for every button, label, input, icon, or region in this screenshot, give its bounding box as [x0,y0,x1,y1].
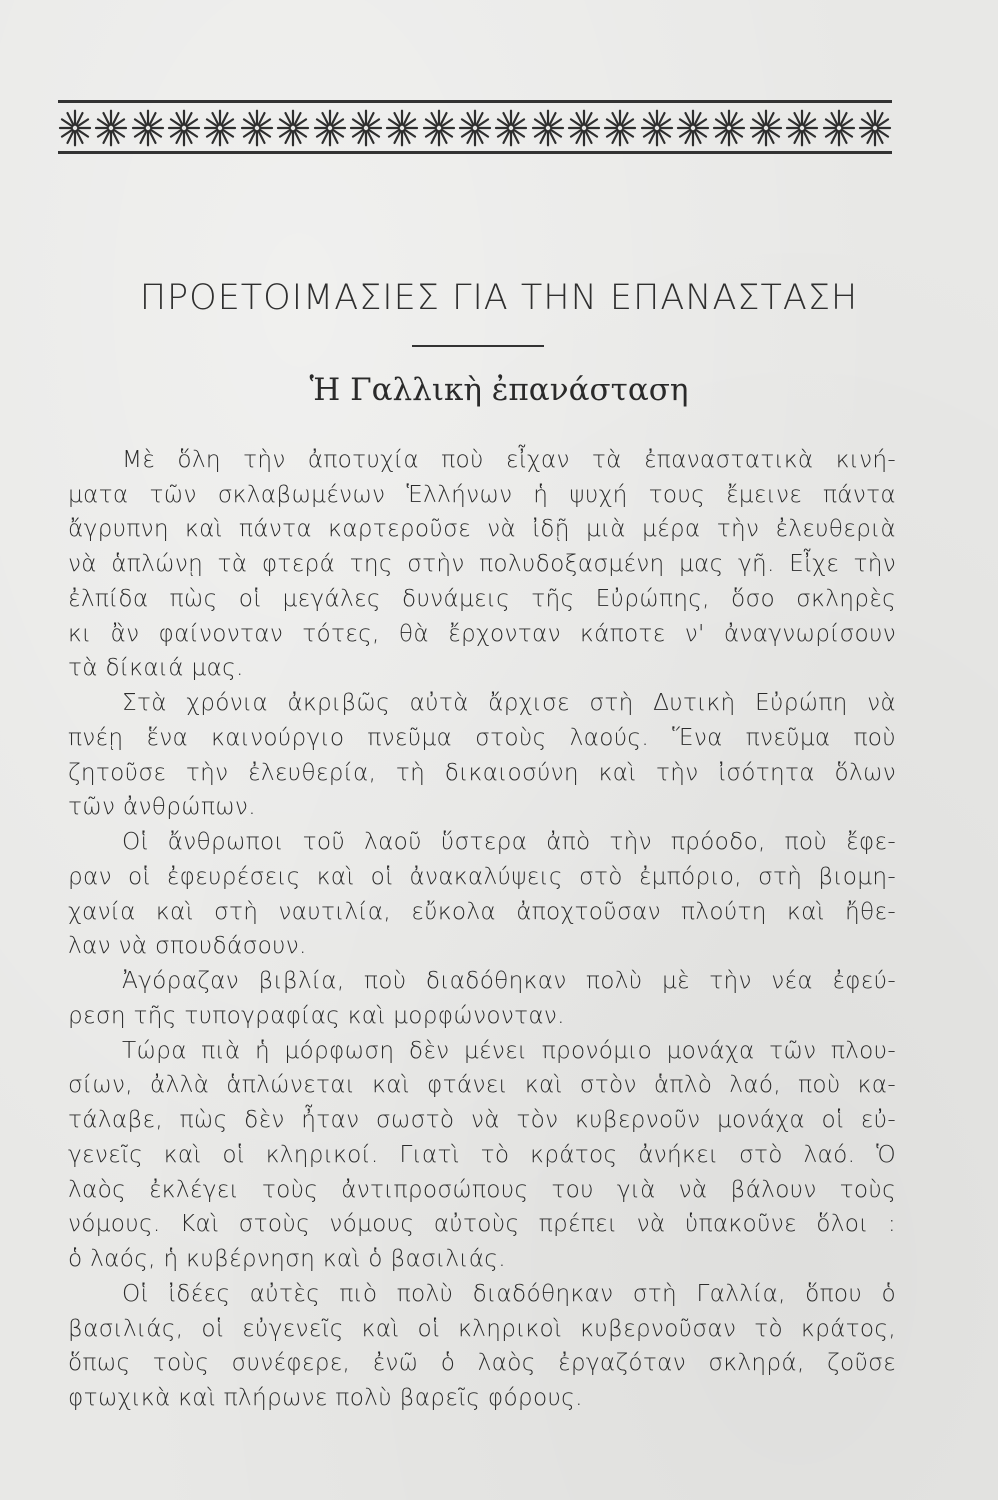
text-line: λαὸς ἐκλέγει τοὺς ἀντιπροσώπους του γιὰ νὰ βάλουν τοὺς [68,1176,896,1203]
text-line: σίων, ἀλλὰ ἁπλώνεται καὶ φτάνει καὶ στὸν ἁπλὸ λαό, ποὺ κα- [68,1071,896,1098]
text-line: τάλαβε, πὼς δὲν ἦταν σωστὸ νὰ τὸν κυβερνοῦν μονάχα οἱ εὐ- [68,1106,896,1133]
text-line: χανία καὶ στὴ ναυτιλία, εὔκολα ἀποχτοῦσαν πλούτη καὶ ἤθε- [68,898,896,925]
section-heading: Ἡ Γαλλικὴ ἐπανάσταση [309,372,689,408]
text-line: τὰ δίκαιά μας. [68,654,244,681]
text-line: Στὰ χρόνια ἀκριβῶς αὐτὰ ἄρχισε στὴ Δυτικὴ Εὐρώπη νὰ [122,689,896,716]
text-line: πνέῃ ἕνα καινούργιο πνεῦμα στοὺς λαούς. Ἕνα πνεῦμα ποὺ [68,724,896,751]
text-line: Μὲ ὅλη τὴν ἀποτυχία ποὺ εἶχαν τὰ ἐπαναστατικὰ κινή- [122,446,896,473]
text-line: ζητοῦσε τὴν ἐλευθερία, τὴ δικαιοσύνη καὶ τὴν ἰσότητα ὅλων [68,759,896,786]
text-line: λαν νὰ σπουδάσουν. [68,932,307,959]
text-line: Οἱ ἰδέες αὐτὲς πιὸ πολὺ διαδόθηκαν στὴ Γαλλία, ὅπου ὁ [122,1280,896,1307]
text-line: ἐλπίδα πὼς οἱ μεγάλες δυνάμεις τῆς Εὐρώπης, ὅσο σκληρὲς [68,585,896,612]
text-line: φτωχικὰ καὶ πλήρωνε πολὺ βαρεῖς φόρους. [68,1384,583,1411]
text-line: Οἱ ἄνθρωποι τοῦ λαοῦ ὕστερα ἀπὸ τὴν πρόοδο, ποὺ ἔφε- [122,828,896,855]
text-line: ὅπως τοὺς συνέφερε, ἐνῶ ὁ λαὸς ἐργαζόταν σκληρά, ζοῦσε [68,1349,896,1376]
text-line: κι ἂν φαίνονταν τότες, θὰ ἔρχονταν κάποτε ν' ἀναγνωρίσουν [68,620,896,647]
chapter-title: ΠΡΟΕΤΟΙΜΑΣΙΕΣ ΓΙΑ ΤΗΝ ΕΠΑΝΑΣΤΑΣΗ [139,278,859,318]
text-line: ὁ λαός, ἡ κυβέρνηση καὶ ὁ βασιλιάς. [68,1245,506,1272]
text-line: νὰ ἁπλώνῃ τὰ φτερά της στὴν πολυδοξασμένη μας γῆ. Εἶχε τὴν [68,550,896,577]
text-line: Ἀγόραζαν βιβλία, ποὺ διαδόθηκαν πολὺ μὲ τὴν νέα ἐφεύ- [122,967,896,994]
text-line: βασιλιάς, οἱ εὐγενεῖς καὶ οἱ κληρικοὶ κυβερνοῦσαν τὸ κράτος, [68,1315,896,1342]
text-line: ματα τῶν σκλαβωμένων Ἑλλήνων ἡ ψυχή τους ἔμεινε πάντα [68,481,896,508]
text-line: Τώρα πιὰ ἡ μόρφωση δὲν μένει προνόμιο μονάχα τῶν πλου- [122,1037,896,1064]
text-line: ρεση τῆς τυπογραφίας καὶ μορφώνονταν. [68,1002,565,1029]
text-line: νόμους. Καὶ στοὺς νόμους αὐτοὺς πρέπει νὰ ὑπακοῦνε ὅλοι : [68,1210,896,1237]
text-line: γενεῖς καὶ οἱ κληρικοί. Γιατὶ τὸ κράτος ἀνήκει στὸ λαό. Ὁ [68,1141,896,1168]
text-line: ἄγρυπνη καὶ πάντα καρτεροῦσε νὰ ἰδῇ μιὰ μέρα τὴν ἐλευθεριὰ [68,515,896,542]
text-line: τῶν ἀνθρώπων. [68,793,256,820]
text-line: ραν οἱ ἐφευρέσεις καὶ οἱ ἀνακαλύψεις στὸ ἐμπόριο, στὴ βιομη- [68,863,896,890]
